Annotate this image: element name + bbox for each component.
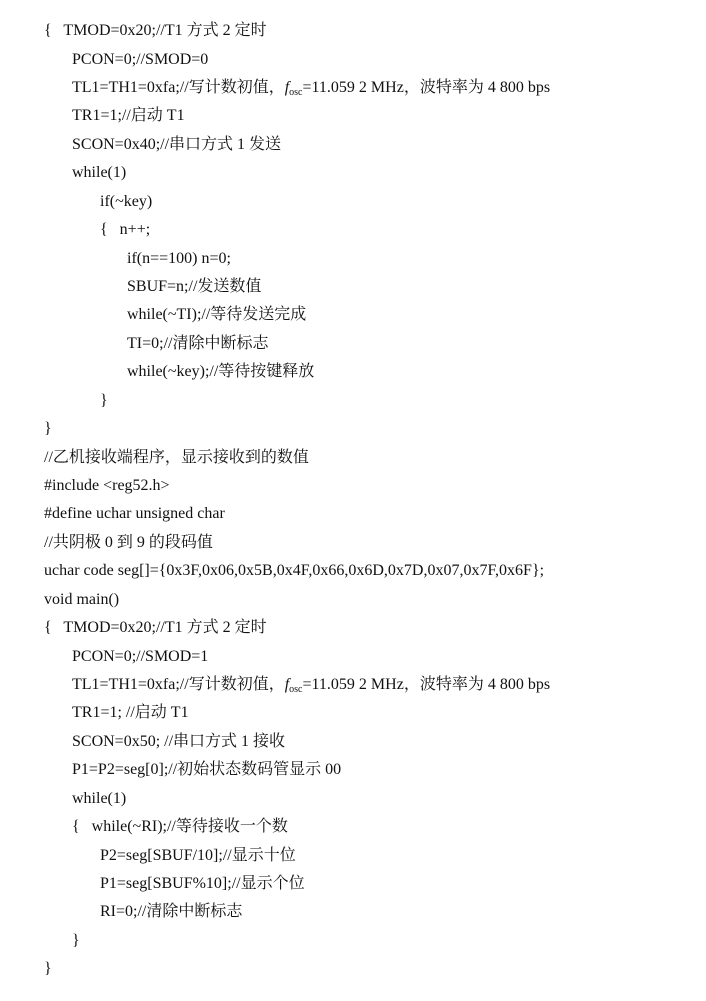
code-line: } [44, 420, 52, 437]
formula-symbol: f [284, 676, 290, 693]
code-line: #define uchar unsigned char [44, 505, 225, 522]
code-line: while(~key);//等待按键释放 [127, 363, 315, 380]
code-line: TR1=1; //启动 T1 [72, 704, 189, 721]
code-line: SCON=0x50; //串口方式 1 接收 [72, 733, 286, 750]
code-line: void main() [44, 591, 120, 608]
code-line: #include <reg52.h> [44, 477, 170, 494]
formula-subscript: osc [289, 684, 303, 695]
code-line: while(1) [72, 164, 127, 181]
code-text: =11.059 2 MHz，波特率为 4 800 bps [302, 79, 551, 96]
code-line: SCON=0x40;//串口方式 1 发送 [72, 136, 282, 153]
code-line: { n++; [100, 221, 151, 238]
code-line: RI=0;//清除中断标志 [100, 903, 243, 920]
code-text: =11.059 2 MHz，波特率为 4 800 bps [302, 676, 551, 693]
code-line: } [100, 392, 108, 409]
code-line: PCON=0;//SMOD=0 [72, 51, 209, 68]
code-line [72, 74, 550, 102]
code-line: uchar code seg[]={0x3F,0x06,0x5B,0x4F,0x66,0x6D,0x7D,0x07,0x7F,0x6F}; [44, 562, 545, 579]
code-line: TI=0;//清除中断标志 [127, 335, 269, 352]
code-text: TL1=TH1=0xfa;//写计数初值， [72, 79, 285, 96]
code-line: SBUF=n;//发送数值 [127, 278, 262, 295]
code-line [72, 671, 550, 699]
code-line: } [72, 932, 80, 949]
code-comment-line: //乙机接收端程序，显示接收到的数值 [44, 449, 309, 466]
code-line: while(1) [72, 790, 127, 807]
code-line: { TMOD=0x20;//T1 方式 2 定时 [44, 22, 267, 39]
code-line: P1=seg[SBUF%10];//显示个位 [100, 875, 305, 892]
code-line: PCON=0;//SMOD=1 [72, 648, 209, 665]
code-line: { while(~RI);//等待接收一个数 [72, 818, 288, 835]
code-line: { TMOD=0x20;//T1 方式 2 定时 [44, 619, 267, 636]
formula-subscript: osc [289, 87, 303, 98]
code-line: } [44, 960, 52, 977]
code-line: if(n==100) n=0; [127, 250, 231, 267]
code-line: P1=P2=seg[0];//初始状态数码管显示 00 [72, 761, 342, 778]
code-text: TL1=TH1=0xfa;//写计数初值， [72, 676, 285, 693]
code-line: if(~key) [100, 193, 153, 210]
code-comment-line: //共阴极 0 到 9 的段码值 [44, 534, 213, 551]
code-line: while(~TI);//等待发送完成 [127, 306, 307, 323]
code-line: TR1=1;//启动 T1 [72, 107, 185, 124]
formula-symbol: f [284, 79, 290, 96]
code-line: P2=seg[SBUF/10];//显示十位 [100, 847, 296, 864]
